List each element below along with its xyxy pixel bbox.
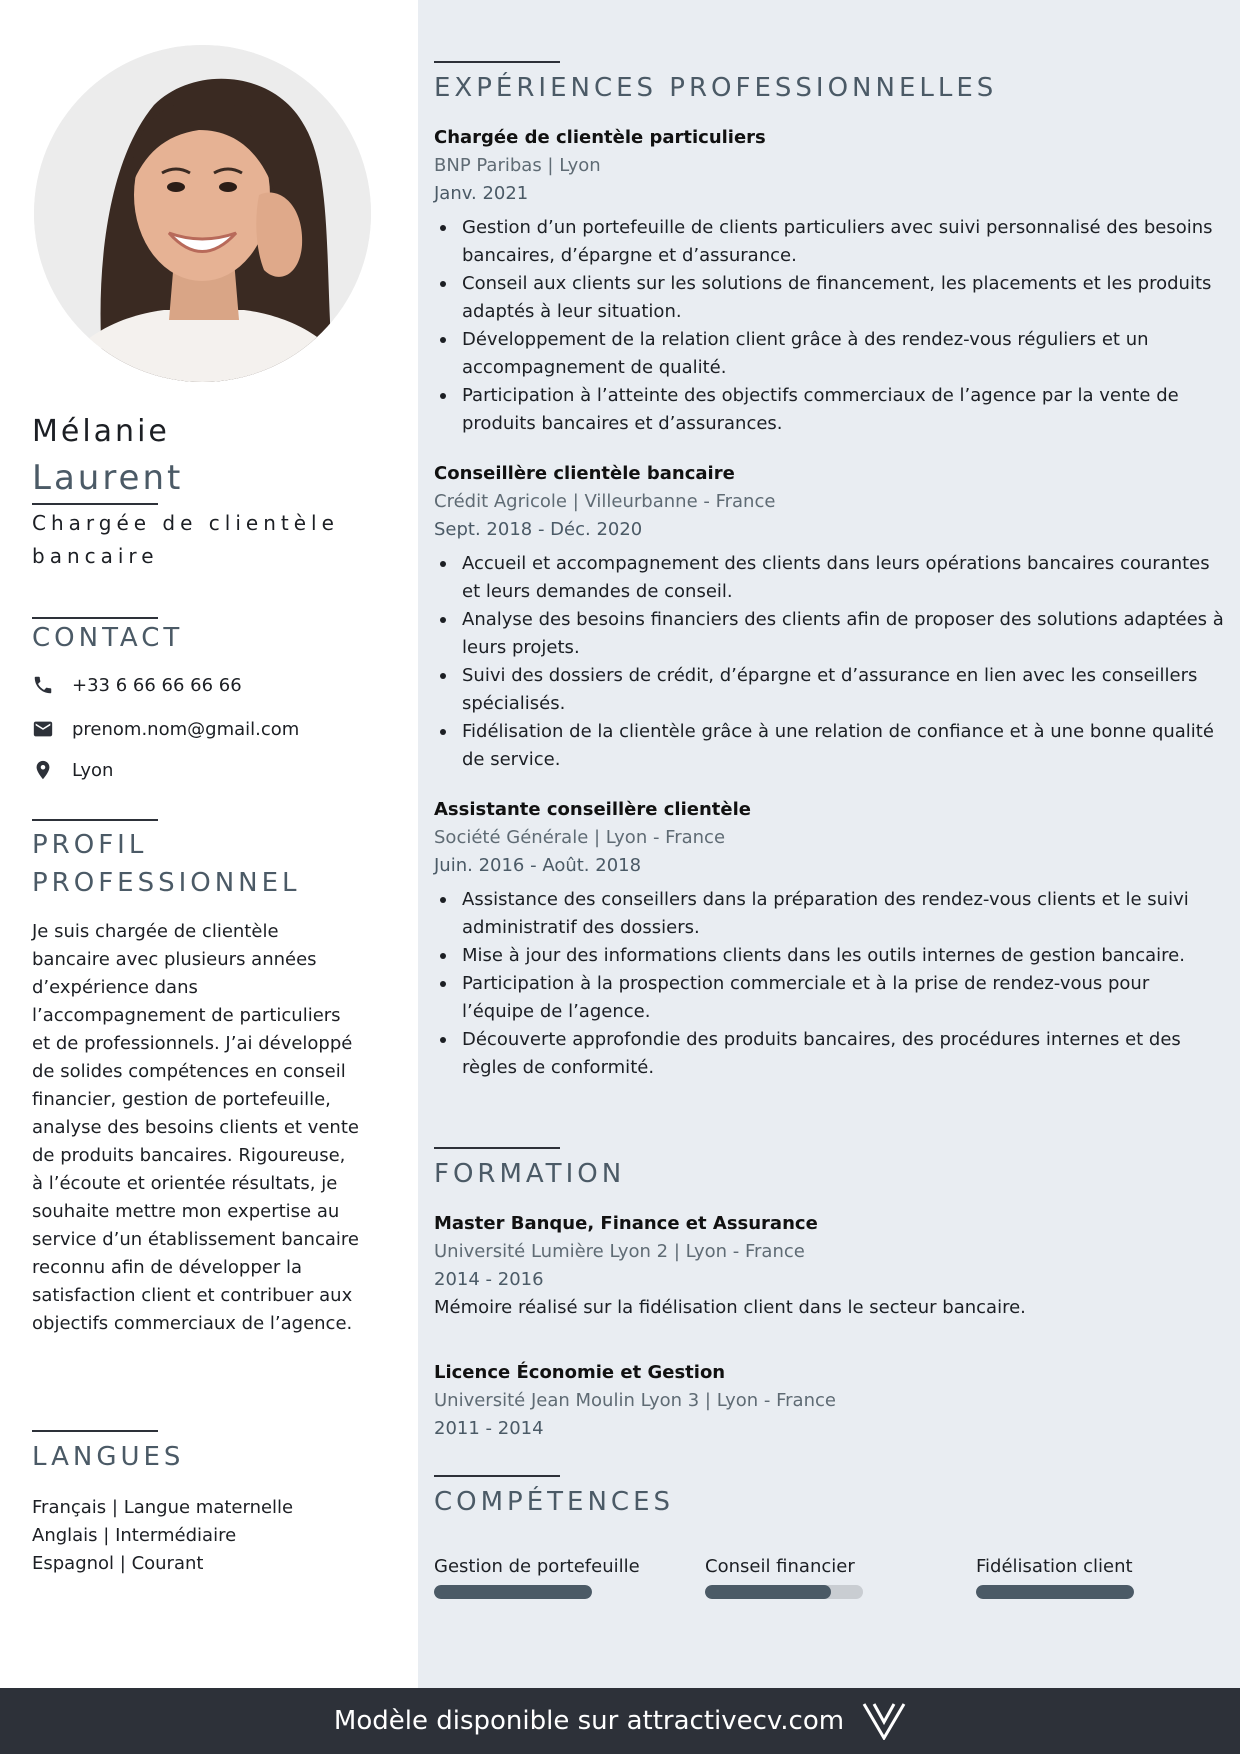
education-title: FORMATION xyxy=(434,1159,626,1189)
job-bullets xyxy=(434,214,1224,438)
last-name: Laurent xyxy=(32,458,184,498)
skill-fill xyxy=(976,1585,1134,1599)
job-role: Assistante conseillère clientèle xyxy=(434,799,751,820)
email-icon xyxy=(32,718,54,740)
contact-location xyxy=(32,759,113,781)
job-role: Chargée de clientèle particuliers xyxy=(434,127,766,148)
profile-title-line1: PROFIL xyxy=(32,830,148,860)
job-company: BNP Paribas | Lyon xyxy=(434,155,601,176)
attractivecv-logo-icon xyxy=(862,1702,906,1740)
education-school: Université Jean Moulin Lyon 3 | Lyon - France xyxy=(434,1390,836,1411)
job-bullet: Fidélisation de la clientèle grâce à une relation de confiance et à une bonne qualité de service. xyxy=(434,718,1224,774)
profile-title-line2: PROFESSIONNEL xyxy=(32,868,301,898)
skills-title: COMPÉTENCES xyxy=(434,1487,675,1517)
education-degree: Licence Économie et Gestion xyxy=(434,1362,726,1383)
education-dates: 2011 - 2014 xyxy=(434,1418,544,1439)
location-text: Lyon xyxy=(72,759,114,781)
profile-divider xyxy=(32,819,158,821)
experience-divider xyxy=(434,61,560,63)
education-description: Mémoire réalisé sur la fidélisation client dans le secteur bancaire. xyxy=(434,1297,1026,1318)
profile-photo-image xyxy=(34,45,371,382)
job-bullet: Suivi des dossiers de crédit, d’épargne et d’assurance en lien avec les conseillers spécialisés. xyxy=(434,662,1224,718)
job-dates: Janv. 2021 xyxy=(434,183,529,204)
contact-title: CONTACT xyxy=(32,623,184,653)
job-entry xyxy=(434,460,1224,774)
job-bullet: Assistance des conseillers dans la préparation des rendez-vous clients et le suivi administratif des dossiers. xyxy=(434,886,1224,942)
skills-divider xyxy=(434,1475,560,1477)
skill-label: Conseil financier xyxy=(705,1556,855,1577)
job-title: Chargée de clientèle bancaire xyxy=(32,511,339,568)
job-bullets xyxy=(434,550,1224,774)
skill-fill xyxy=(434,1585,592,1599)
languages-title: LANGUES xyxy=(32,1442,185,1472)
job-bullets xyxy=(434,886,1224,1082)
email-text: prenom.nom@gmail.com xyxy=(72,718,300,740)
skill-item xyxy=(705,1553,945,1599)
education-school: Université Lumière Lyon 2 | Lyon - France xyxy=(434,1241,805,1262)
experience-title: EXPÉRIENCES PROFESSIONNELLES xyxy=(434,73,998,103)
footer-banner[interactable] xyxy=(0,1688,1240,1754)
language-item: Français | Langue maternelle xyxy=(32,1497,294,1518)
profile-text: Je suis chargée de clientèle bancaire avec plusieurs années d’expérience dans l’accompagnement de particuliers et de professionnels. J’ai développé de solides compétences en conseil financier, gestion de portefeuille, analyse des besoins clients et vente de produits bancaires. Rigoureuse, à l’écoute et orientée résultats, je souhaite mettre mon expertise au service d’un établissement bancaire reconnu afin de développer la satisfaction client et contribuer aux objectifs commerciaux de l’agence. xyxy=(32,921,359,1334)
job-dates: Juin. 2016 - Août. 2018 xyxy=(434,855,642,876)
job-bullet: Analyse des besoins financiers des clients afin de proposer des solutions adaptées à leurs projets. xyxy=(434,606,1224,662)
contact-phone[interactable] xyxy=(32,674,242,696)
job-company: Crédit Agricole | Villeurbanne - France xyxy=(434,491,776,512)
job-dates: Sept. 2018 - Déc. 2020 xyxy=(434,519,643,540)
job-bullet: Accueil et accompagnement des clients dans leurs opérations bancaires courantes et leurs demandes de conseil. xyxy=(434,550,1224,606)
skill-bar xyxy=(434,1585,592,1599)
skill-item xyxy=(976,1553,1216,1599)
sidebar xyxy=(0,0,418,1688)
job-entry xyxy=(434,796,1224,1082)
name-divider xyxy=(32,503,158,505)
footer-text[interactable]: Modèle disponible sur attractivecv.com xyxy=(333,1706,845,1736)
job-entry xyxy=(434,124,1224,438)
job-bullet: Développement de la relation client grâce à des rendez-vous réguliers et un accompagnement de qualité. xyxy=(434,326,1224,382)
skill-bar xyxy=(976,1585,1134,1599)
languages-list xyxy=(32,1494,293,1578)
education-entry xyxy=(434,1359,1224,1443)
phone-text: +33 6 66 66 66 66 xyxy=(72,674,242,696)
first-name: Mélanie xyxy=(32,414,170,449)
education-degree: Master Banque, Finance et Assurance xyxy=(434,1213,818,1234)
job-bullet: Découverte approfondie des produits bancaires, des procédures internes et des règles de conformité. xyxy=(434,1026,1224,1082)
job-bullet: Participation à l’atteinte des objectifs commerciaux de l’agence par la vente de produits bancaires et d’assurances. xyxy=(434,382,1224,438)
language-item: Anglais | Intermédiaire xyxy=(32,1525,237,1546)
skill-item xyxy=(434,1553,674,1599)
job-bullet: Participation à la prospection commerciale et à la prise de rendez-vous pour l’équipe de l’agence. xyxy=(434,970,1224,1026)
job-bullet: Mise à jour des informations clients dans les outils internes de gestion bancaire. xyxy=(434,942,1224,970)
job-role: Conseillère clientèle bancaire xyxy=(434,463,735,484)
language-item: Espagnol | Courant xyxy=(32,1553,204,1574)
education-dates: 2014 - 2016 xyxy=(434,1269,544,1290)
job-company: Société Générale | Lyon - France xyxy=(434,827,726,848)
skill-label: Fidélisation client xyxy=(976,1556,1133,1577)
education-divider xyxy=(434,1147,560,1149)
job-bullet: Conseil aux clients sur les solutions de financement, les placements et les produits adaptés à leur situation. xyxy=(434,270,1224,326)
contact-email[interactable] xyxy=(32,718,299,740)
location-icon xyxy=(32,759,54,781)
languages-divider xyxy=(32,1430,158,1432)
education-entry xyxy=(434,1210,1224,1322)
skill-bar xyxy=(705,1585,863,1599)
skill-label: Gestion de portefeuille xyxy=(434,1556,640,1577)
phone-icon xyxy=(32,674,54,696)
profile-photo xyxy=(34,45,371,382)
skill-fill xyxy=(705,1585,831,1599)
job-bullet: Gestion d’un portefeuille de clients particuliers avec suivi personnalisé des besoins bancaires, d’épargne et d’assurance. xyxy=(434,214,1224,270)
